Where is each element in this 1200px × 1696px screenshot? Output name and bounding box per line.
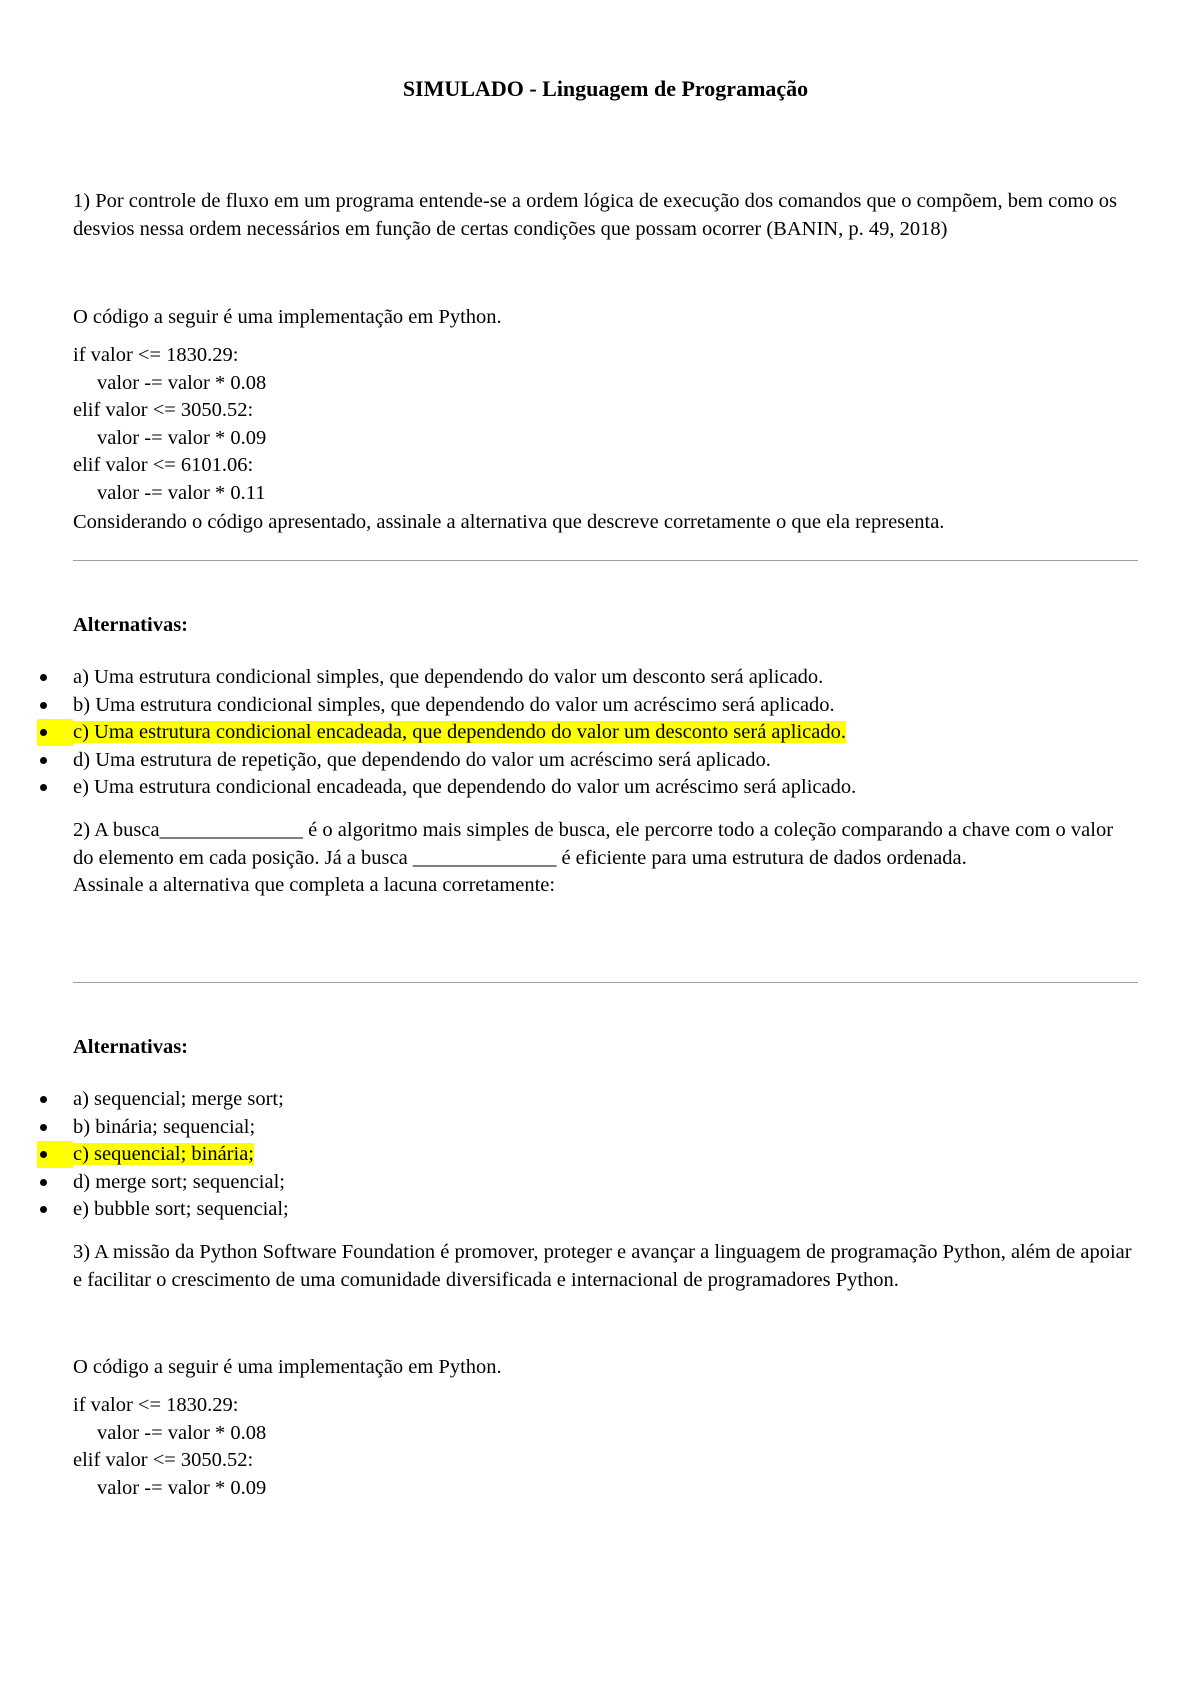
option-text: a) Uma estrutura condicional simples, que dependendo do valor um desconto será aplicado. (73, 666, 824, 688)
question-2 (73, 817, 1138, 900)
question-3-intro-text: O código a seguir é uma implementação em Python. (73, 1356, 502, 1378)
code-line: elif valor <= 3050.52: (73, 399, 254, 421)
alternatives-heading: Alternativas: (73, 614, 189, 636)
page-title: SIMULADO - Linguagem de Programação (402, 76, 809, 101)
option-text: c) sequencial; binária; (73, 1143, 254, 1165)
list-item (0, 1169, 1065, 1197)
code-line: elif valor <= 6101.06: (73, 454, 254, 476)
option-text: d) Uma estrutura de repetição, que dependendo do valor um acréscimo será aplicado. (73, 748, 771, 771)
list-item (0, 1114, 1065, 1142)
list-item (0, 692, 1065, 720)
bullet-icon (37, 1141, 73, 1168)
question-1-prompt (73, 509, 1138, 537)
code-line: valor -= valor * 0.09 (97, 1476, 267, 1499)
question-2-alternatives (73, 1086, 1138, 1224)
divider (73, 560, 1138, 561)
code-line: if valor <= 1830.29: (73, 344, 239, 366)
alternatives-heading: Alternativas: (73, 1036, 189, 1058)
code-line: valor -= valor * 0.09 (97, 426, 267, 449)
list-item-highlighted (0, 719, 1065, 747)
option-text: a) sequencial; merge sort; (73, 1088, 284, 1110)
code-line: valor -= valor * 0.08 (97, 1421, 267, 1444)
question-2-alternatives-heading (73, 1034, 1138, 1062)
option-text: e) bubble sort; sequencial; (73, 1198, 289, 1220)
question-3 (73, 1239, 1138, 1294)
list-item-highlighted (0, 1141, 1065, 1169)
question-3-code (73, 1392, 1138, 1502)
option-text: d) merge sort; sequencial; (73, 1170, 285, 1193)
question-1-text: 1) Por controle de fluxo em um programa entende-se a ordem lógica de execução dos comandos que o compõem, bem como os desvios nessa ordem necessários em função de certas condições que possam ocorrer (BANIN, p. 49, 2018) (73, 190, 1118, 240)
list-item (0, 1086, 1065, 1114)
code-line: valor -= valor * 0.08 (97, 371, 267, 394)
code-line: elif valor <= 3050.52: (73, 1449, 254, 1471)
question-1-intro (73, 304, 1138, 332)
bullet-icon (37, 719, 73, 746)
option-text: b) Uma estrutura condicional simples, que dependendo do valor um acréscimo será aplicado. (73, 693, 835, 716)
question-1-code (73, 342, 1138, 507)
option-text: e) Uma estrutura condicional encadeada, que dependendo do valor um acréscimo será aplicado. (73, 776, 857, 798)
question-1-alternatives (73, 664, 1138, 802)
list-item (0, 747, 1065, 775)
code-line: valor -= valor * 0.11 (97, 481, 266, 504)
question-1 (73, 188, 1138, 243)
question-1-intro-text: O código a seguir é uma implementação em Python. (73, 306, 502, 328)
question-3-intro (73, 1354, 1138, 1382)
list-item (0, 1196, 1065, 1224)
divider (73, 982, 1138, 983)
question-1-alternatives-heading (73, 612, 1138, 640)
question-2-prompt: Assinale a alternativa que completa a lacuna corretamente: (73, 874, 556, 896)
question-3-text: 3) A missão da Python Software Foundation é promover, proteger e avançar a linguagem de programação Python, além de apoiar e facilitar o crescimento de uma comunidade diversificada e internacional de programadores Python. (73, 1241, 1132, 1291)
code-line: if valor <= 1830.29: (73, 1394, 239, 1416)
list-item (0, 664, 1065, 692)
option-text: c) Uma estrutura condicional encadeada, que dependendo do valor um desconto será aplicado. (73, 721, 846, 743)
question-2-text: 2) A busca______________ é o algoritmo mais simples de busca, ele percorre todo a coleção comparando a chave com o valor do elemento em cada posição. Já a busca ______________ é eficiente para uma estrutura de dados ordenada. (73, 819, 1114, 869)
question-1-prompt-text: Considerando o código apresentado, assinale a alternativa que descreve corretamente o que ela representa. (73, 511, 945, 533)
option-text: b) binária; sequencial; (73, 1115, 256, 1138)
list-item (0, 774, 1065, 802)
